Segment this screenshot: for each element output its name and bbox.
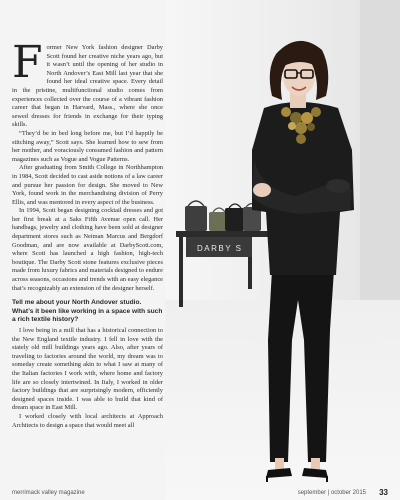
- first-paragraph-text: ormer New York fashion designer Darby Scott found her creative niche years ago, but it wasn’t until the opening of her studio in North Andover’s East Mill last year that she found her ideal creative space. Every detail in the pristine, multifunctional studio comes from experiences collected over the course of a vibrant fashion career that began in Harvard, Mass., where she once sewed dresses for friends in exchange for their typing skills.: [12, 44, 163, 129]
- magazine-name: merrimack valley magazine: [12, 490, 85, 496]
- paragraph: “They’d be in bed long before me, but I’d happily be stitching away,” Scott says. She learned how to sew from her mother, and voraciously consumed fashion and pattern magazines such as Vogue and Vogue Patterns.: [12, 129, 163, 163]
- answer-paragraph: I love being in a mill that has a historical connection to the New England textile industry. I fell in love with the stately old mill buildings years ago. Also, after years of traveling to factories around the world, my dream was to someday create something akin to what I saw at many of the Italian factories I work with, where home and factory life are so closely intertwined. In Italy, I worked in older factory buildings that are surprisingly modern, efficiently designed spaces inside. I was able to build that kind of dream space in East Mill.: [12, 327, 163, 412]
- page-number: 33: [379, 488, 388, 497]
- issue-date: september | october 2015: [297, 490, 366, 496]
- page-footer: [12, 486, 388, 496]
- first-paragraph: [12, 37, 163, 130]
- drop-cap: F: [12, 37, 43, 88]
- article-column: [12, 37, 163, 430]
- paragraph: In 1994, Scott began designing cocktail dresses and got her first break at a Saks Fifth Avenue open call. Her handbags, jewelry and clothing have been sold at designer department stores such as Neiman Marcus and Bergdorf Goodman, and are now available at DarbyScott.com, where Scott has launched a high fashion, high-tech boutique. The Darby Scott stone features exclusive pieces made from luxury fabrics and materials designed to endure across seasons, occasions and trends with an easy elegance that’s recognizably an extension of the designer herself.: [12, 207, 163, 292]
- interview-question: Tell me about your North Andover studio. What’s it been like working in a space with such a rich textile history?: [12, 299, 163, 324]
- paragraph: After graduating from Smith College in Northhampton in 1984, Scott decided to cast aside notions of a law career and pursue her passion for design. She moved to New York, found work in the merchandising division of Perry Ellis, and was mentored in every aspect of the business.: [12, 164, 163, 206]
- answer-paragraph: I worked closely with local architects at Approach Architects to design a space that would meet all: [12, 412, 163, 429]
- darby-sign: DARBY S: [197, 244, 243, 253]
